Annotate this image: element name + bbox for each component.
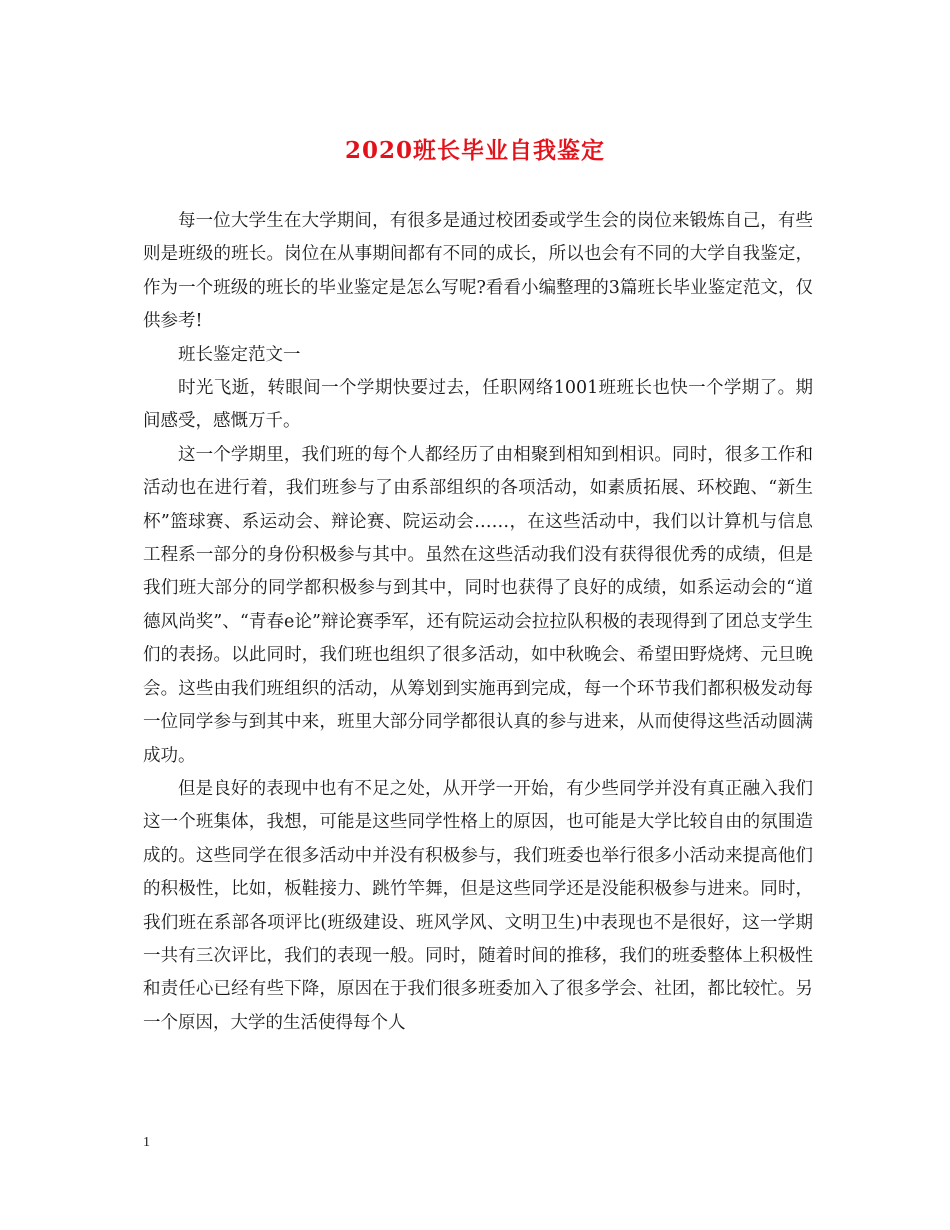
page-number: 1 <box>143 1135 150 1150</box>
document-body <box>143 205 813 1040</box>
section-heading: 班长鉴定范文一 <box>178 344 301 365</box>
paragraph: 时光飞逝，转眼间一个学期快要过去，任职网络1001班班长也快一个学期了。期间感受，感慨万千。 <box>143 378 813 432</box>
document-title: 2020班长毕业自我鉴定 <box>344 137 605 164</box>
paragraph: 但是良好的表现中也有不足之处，从开学一开始，有少些同学并没有真正融入我们这一个班集体，我想，可能是这些同学性格上的原因，也可能是大学比较自由的氛围造成的。这些同学在很多活动中并没有积极参与，我们班委也举行很多小活动来提高他们的积极性，比如，板鞋接力、跳竹竿舞，但是这些同学还是没能积极参与进来。同时，我们班在系部各项评比(班级建设、班风学风、文明卫生)中表现也不是很好，这一学期一共有三次评比，我们的表现一般。同时，随着时间的推移，我们的班委整体上积极性和责任心已经有些下降，原因在于我们很多班委加入了很多学会、社团，都比较忙。另一个原因，大学的生活使得每个人 <box>143 778 813 1033</box>
paragraph-intro: 每一位大学生在大学期间，有很多是通过校团委或学生会的岗位来锻炼自己，有些则是班级的班长。岗位在从事期间都有不同的成长，所以也会有不同的大学自我鉴定，作为一个班级的班长的毕业鉴定是怎么写呢?看看小编整理的3篇班长毕业鉴定范文，仅供参考! <box>143 211 813 332</box>
paragraph: 这一个学期里，我们班的每个人都经历了由相聚到相知到相识。同时，很多工作和活动也在进行着，我们班参与了由系部组织的各项活动，如素质拓展、环校跑、“新生杯”篮球赛、系运动会、辩论赛、院运动会……，在这些活动中，我们以计算机与信息工程系一部分的身份积极参与其中。虽然在这些活动我们没有获得很优秀的成绩，但是我们班大部分的同学都积极参与到其中，同时也获得了良好的成绩，如系运动会的“道德风尚奖”、“青春e论”辩论赛季军，还有院运动会拉拉队积极的表现得到了团总支学生们的表扬。以此同时，我们班也组织了很多活动，如中秋晚会、希望田野烧烤、元旦晚会。这些由我们班组织的活动，从筹划到实施再到完成，每一个环节我们都积极发动每一位同学参与到其中来，班里大部分同学都很认真的参与进来，从而使得这些活动圆满成功。 <box>143 444 813 766</box>
